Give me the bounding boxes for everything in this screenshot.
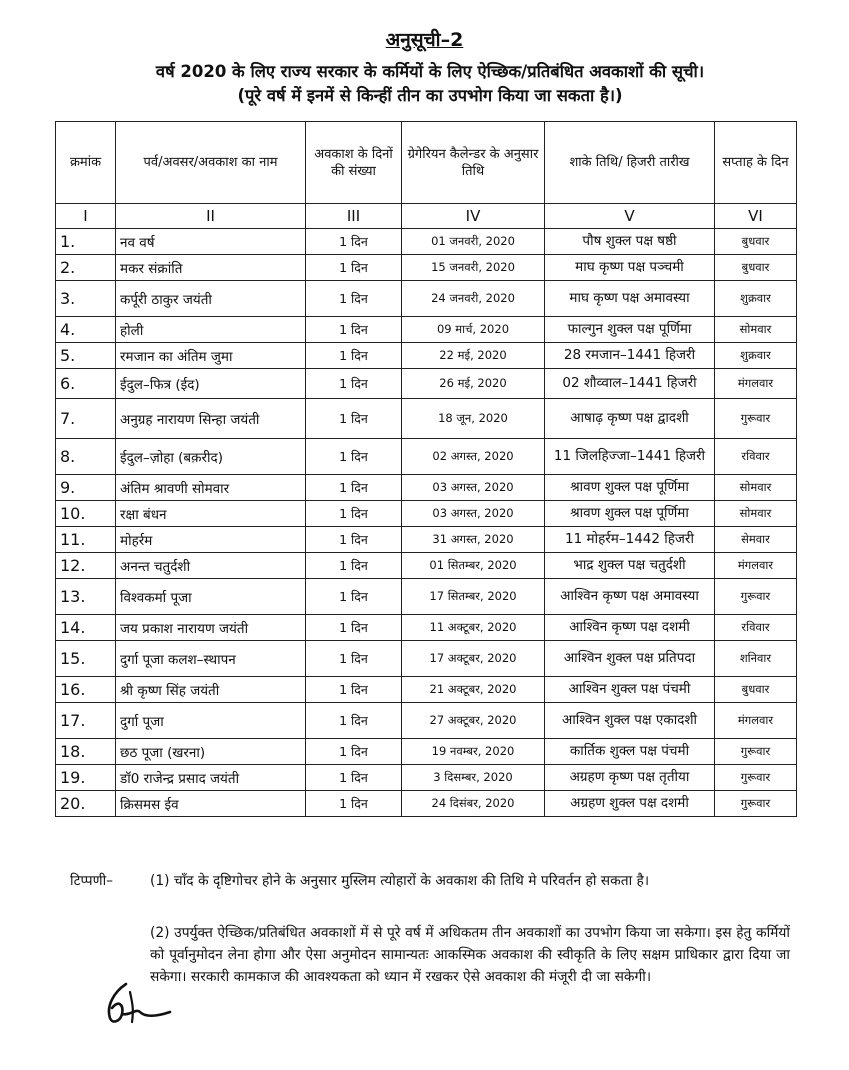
cell-shaka-hijri-date: 28 रमजान–1441 हिजरी — [545, 343, 715, 369]
cell-shaka-hijri-date: आश्विन शुक्ल पक्ष एकादशी — [545, 703, 715, 739]
cell-days-count: 1 दिन — [306, 501, 402, 527]
header-days-count: अवकाश के दिनों की संख्या — [306, 122, 402, 204]
cell-gregorian-date: 02 अगस्त, 2020 — [402, 439, 545, 475]
cell-serial: 18. — [56, 739, 116, 765]
cell-gregorian-date: 31 अगस्त, 2020 — [402, 527, 545, 553]
roman-numeral: III — [306, 204, 402, 229]
cell-shaka-hijri-date: भाद्र शुक्ल पक्ष चतुर्दशी — [545, 553, 715, 579]
cell-festival-name: अंतिम श्रावणी सोमवार — [116, 475, 306, 501]
roman-numeral: IV — [402, 204, 545, 229]
cell-serial: 11. — [56, 527, 116, 553]
table-row — [56, 501, 797, 527]
table-roman-numeral-row — [56, 204, 797, 229]
cell-days-count: 1 दिन — [306, 281, 402, 317]
cell-festival-name: जय प्रकाश नारायण जयंती — [116, 615, 306, 641]
cell-gregorian-date: 24 दिसंबर, 2020 — [402, 791, 545, 817]
cell-weekday: शुक्रवार — [715, 281, 797, 317]
cell-shaka-hijri-date: 11 जिलहिज्जा–1441 हिजरी — [545, 439, 715, 475]
table-header-row — [56, 122, 797, 204]
cell-days-count: 1 दिन — [306, 739, 402, 765]
header-festival-name: पर्व/अवसर/अवकाश का नाम — [116, 122, 306, 204]
roman-numeral: I — [56, 204, 116, 229]
cell-shaka-hijri-date: माघ कृष्ण पक्ष अमावस्या — [545, 281, 715, 317]
subtitle-line-2: (पूरे वर्ष में इनमें से किन्हीं तीन का उपभोग किया जा सकता है।) — [237, 86, 623, 105]
table-body — [56, 229, 797, 817]
cell-festival-name: रमजान का अंतिम जुमा — [116, 343, 306, 369]
cell-days-count: 1 दिन — [306, 791, 402, 817]
cell-festival-name: ईदुल–ज़ोहा (बक़रीद) — [116, 439, 306, 475]
cell-days-count: 1 दिन — [306, 703, 402, 739]
cell-shaka-hijri-date: अग्रहण कृष्ण पक्ष तृतीया — [545, 765, 715, 791]
table-row — [56, 475, 797, 501]
cell-serial: 5. — [56, 343, 116, 369]
cell-weekday: बुधवार — [715, 229, 797, 255]
table-row — [56, 281, 797, 317]
table-row — [56, 343, 797, 369]
cell-shaka-hijri-date: आश्विन कृष्ण पक्ष अमावस्या — [545, 579, 715, 615]
cell-gregorian-date: 21 अक्टूबर, 2020 — [402, 677, 545, 703]
cell-weekday: मंगलवार — [715, 369, 797, 399]
cell-shaka-hijri-date: कार्तिक शुक्ल पक्ष पंचमी — [545, 739, 715, 765]
cell-weekday: रविवार — [715, 439, 797, 475]
cell-festival-name: कर्पूरी ठाकुर जयंती — [116, 281, 306, 317]
cell-shaka-hijri-date: आश्विन शुक्ल पक्ष प्रतिपदा — [545, 641, 715, 677]
table-row — [56, 791, 797, 817]
cell-festival-name: क्रिसमस ईव — [116, 791, 306, 817]
cell-gregorian-date: 09 मार्च, 2020 — [402, 317, 545, 343]
cell-shaka-hijri-date: 02 शौव्वाल–1441 हिजरी — [545, 369, 715, 399]
table-row — [56, 677, 797, 703]
cell-shaka-hijri-date: श्रावण शुक्ल पक्ष पूर्णिमा — [545, 475, 715, 501]
cell-days-count: 1 दिन — [306, 439, 402, 475]
cell-serial: 3. — [56, 281, 116, 317]
cell-gregorian-date: 03 अगस्त, 2020 — [402, 501, 545, 527]
notes-label: टिप्पणी– — [70, 873, 114, 889]
cell-weekday: गुरूवार — [715, 765, 797, 791]
note-1: (1) चाँद के दृष्टिगोचर होने के अनुसार मुस्लिम त्योहारों के अवकाश की तिथि मे परिवर्तन हो सकता है। — [150, 873, 650, 889]
table-row — [56, 765, 797, 791]
cell-days-count: 1 दिन — [306, 527, 402, 553]
cell-serial: 10. — [56, 501, 116, 527]
holiday-table — [55, 121, 797, 817]
cell-gregorian-date: 24 जनवरी, 2020 — [402, 281, 545, 317]
cell-weekday: शनिवार — [715, 641, 797, 677]
cell-serial: 20. — [56, 791, 116, 817]
cell-weekday: रविवार — [715, 615, 797, 641]
cell-days-count: 1 दिन — [306, 641, 402, 677]
cell-days-count: 1 दिन — [306, 229, 402, 255]
cell-shaka-hijri-date: श्रावण शुक्ल पक्ष पूर्णिमा — [545, 501, 715, 527]
cell-serial: 14. — [56, 615, 116, 641]
table-row — [56, 399, 797, 439]
cell-serial: 8. — [56, 439, 116, 475]
cell-shaka-hijri-date: फाल्गुन शुक्ल पक्ष पूर्णिमा — [545, 317, 715, 343]
table-row — [56, 641, 797, 677]
table-row — [56, 615, 797, 641]
roman-numeral: II — [116, 204, 306, 229]
cell-serial: 6. — [56, 369, 116, 399]
cell-festival-name: रक्षा बंधन — [116, 501, 306, 527]
table-row — [56, 317, 797, 343]
cell-weekday: बुधवार — [715, 677, 797, 703]
cell-shaka-hijri-date: माघ कृष्ण पक्ष पञ्चमी — [545, 255, 715, 281]
cell-gregorian-date: 11 अक्टूबर, 2020 — [402, 615, 545, 641]
cell-serial: 7. — [56, 399, 116, 439]
cell-weekday: बुधवार — [715, 255, 797, 281]
cell-days-count: 1 दिन — [306, 615, 402, 641]
cell-days-count: 1 दिन — [306, 317, 402, 343]
cell-serial: 1. — [56, 229, 116, 255]
cell-serial: 13. — [56, 579, 116, 615]
cell-days-count: 1 दिन — [306, 255, 402, 281]
cell-festival-name: दुर्गा पूजा कलश–स्थापन — [116, 641, 306, 677]
cell-festival-name: मकर संक्रांति — [116, 255, 306, 281]
cell-gregorian-date: 17 अक्टूबर, 2020 — [402, 641, 545, 677]
cell-festival-name: अनुग्रह नारायण सिन्हा जयंती — [116, 399, 306, 439]
cell-shaka-hijri-date: आश्विन शुक्ल पक्ष पंचमी — [545, 677, 715, 703]
roman-numeral: VI — [715, 204, 797, 229]
cell-festival-name: नव वर्ष — [116, 229, 306, 255]
cell-gregorian-date: 19 नवम्बर, 2020 — [402, 739, 545, 765]
cell-days-count: 1 दिन — [306, 343, 402, 369]
cell-serial: 2. — [56, 255, 116, 281]
cell-shaka-hijri-date: अग्रहण शुक्ल पक्ष दशमी — [545, 791, 715, 817]
cell-days-count: 1 दिन — [306, 475, 402, 501]
cell-days-count: 1 दिन — [306, 677, 402, 703]
cell-weekday: सेमवार — [715, 527, 797, 553]
cell-weekday: गुरूवार — [715, 579, 797, 615]
header-gregorian-date: ग्रेगेरियन कैलेन्डर के अनुसार तिथि — [402, 122, 545, 204]
note-2: (2) उपर्युक्त ऐच्छिक/प्रतिबंधित अवकाशों में से पूरे वर्ष में अधिकतम तीन अवकाशों का उपभोग किया जा सकेगा। इस हेतु कर्मियों को पूर्वानुमोदन लेना होगा और ऐसा अनुमोदन सामान्यतः आकस्मिक अवकाश की स्वीकृति के लिए सक्षम प्राधिकार द्वारा दिया जा सकेगा। सरकारी कामकाज की आवश्यकता को ध्यान में रखकर ऐसे अवकाश की मंजूरी दी जा सकेगी। — [150, 925, 790, 985]
cell-serial: 16. — [56, 677, 116, 703]
cell-days-count: 1 दिन — [306, 369, 402, 399]
cell-weekday: गुरूवार — [715, 739, 797, 765]
cell-shaka-hijri-date: पौष शुक्ल पक्ष षष्ठी — [545, 229, 715, 255]
cell-gregorian-date: 17 सितम्बर, 2020 — [402, 579, 545, 615]
cell-days-count: 1 दिन — [306, 553, 402, 579]
cell-serial: 15. — [56, 641, 116, 677]
document-subtitle — [20, 60, 840, 108]
table-row — [56, 527, 797, 553]
cell-weekday: सोमवार — [715, 475, 797, 501]
cell-shaka-hijri-date: आषाढ़ कृष्ण पक्ष द्वादशी — [545, 399, 715, 439]
cell-gregorian-date: 22 मई, 2020 — [402, 343, 545, 369]
table-row — [56, 579, 797, 615]
cell-weekday: सोमवार — [715, 317, 797, 343]
table-row — [56, 703, 797, 739]
cell-shaka-hijri-date: आश्विन कृष्ण पक्ष दशमी — [545, 615, 715, 641]
header-shaka-hijri-date: शाके तिथि/ हिजरी तारीख — [545, 122, 715, 204]
cell-festival-name: श्री कृष्ण सिंह जयंती — [116, 677, 306, 703]
cell-weekday: शुक्रवार — [715, 343, 797, 369]
cell-weekday: मंगलवार — [715, 703, 797, 739]
header-serial: क्रमांक — [56, 122, 116, 204]
cell-festival-name: डॉ0 राजेन्द्र प्रसाद जयंती — [116, 765, 306, 791]
table-row — [56, 553, 797, 579]
cell-serial: 4. — [56, 317, 116, 343]
cell-festival-name: मोहर्रम — [116, 527, 306, 553]
cell-gregorian-date: 3 दिसम्बर, 2020 — [402, 765, 545, 791]
header-weekday: सप्ताह के दिन — [715, 122, 797, 204]
subtitle-line-1: वर्ष 2020 के लिए राज्य सरकार के कर्मियों के लिए ऐच्छिक/प्रतिबंधित अवकाशों की सूची। — [155, 62, 705, 81]
table-row — [56, 369, 797, 399]
cell-serial: 17. — [56, 703, 116, 739]
cell-weekday: सोमवार — [715, 501, 797, 527]
signature-scribble — [96, 978, 176, 1030]
cell-festival-name: ईदुल–फित्र (ईद) — [116, 369, 306, 399]
cell-festival-name: अनन्त चतुर्दशी — [116, 553, 306, 579]
cell-days-count: 1 दिन — [306, 765, 402, 791]
cell-days-count: 1 दिन — [306, 399, 402, 439]
cell-weekday: गुरूवार — [715, 399, 797, 439]
table-row — [56, 255, 797, 281]
table-row — [56, 229, 797, 255]
cell-gregorian-date: 18 जून, 2020 — [402, 399, 545, 439]
document-title: अनुसूची–2 — [385, 29, 464, 51]
cell-gregorian-date: 27 अक्टूबर, 2020 — [402, 703, 545, 739]
cell-serial: 19. — [56, 765, 116, 791]
cell-gregorian-date: 03 अगस्त, 2020 — [402, 475, 545, 501]
cell-serial: 9. — [56, 475, 116, 501]
cell-shaka-hijri-date: 11 मोहर्रम–1442 हिजरी — [545, 527, 715, 553]
cell-weekday: मंगलवार — [715, 553, 797, 579]
cell-gregorian-date: 15 जनवरी, 2020 — [402, 255, 545, 281]
cell-festival-name: विश्वकर्मा पूजा — [116, 579, 306, 615]
cell-days-count: 1 दिन — [306, 579, 402, 615]
table-row — [56, 739, 797, 765]
cell-serial: 12. — [56, 553, 116, 579]
cell-festival-name: छठ पूजा (खरना) — [116, 739, 306, 765]
cell-weekday: गुरूवार — [715, 791, 797, 817]
table-row — [56, 439, 797, 475]
cell-gregorian-date: 01 सितम्बर, 2020 — [402, 553, 545, 579]
roman-numeral: V — [545, 204, 715, 229]
cell-gregorian-date: 26 मई, 2020 — [402, 369, 545, 399]
cell-festival-name: होली — [116, 317, 306, 343]
cell-gregorian-date: 01 जनवरी, 2020 — [402, 229, 545, 255]
cell-festival-name: दुर्गा पूजा — [116, 703, 306, 739]
